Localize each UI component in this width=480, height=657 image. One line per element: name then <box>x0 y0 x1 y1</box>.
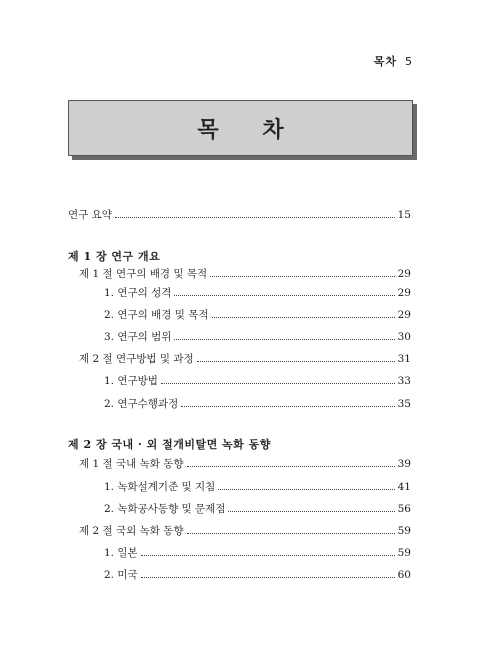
toc-entry-ch1-sec1-item1[interactable] <box>104 286 411 300</box>
chapter-1-heading[interactable]: 제 1 장 연구 개요 <box>68 250 161 263</box>
toc-leader-dots <box>212 317 395 318</box>
toc-entry-label: 제 1 절 연구의 배경 및 목적 <box>79 268 208 280</box>
toc-entry-page: 29 <box>397 309 411 321</box>
toc-entry-label: 2. 미국 <box>104 569 138 581</box>
toc-leader-dots <box>174 339 394 340</box>
toc-entry-label: 2. 연구의 배경 및 목적 <box>104 309 209 321</box>
toc-entry-label: 제 1 절 국내 녹화 동향 <box>79 458 184 470</box>
running-head <box>374 53 413 69</box>
toc-entry-page: 56 <box>397 503 411 515</box>
toc-entry-ch2-sec1-item2[interactable] <box>104 502 411 516</box>
toc-entry-label: 1. 녹화설계기준 및 지침 <box>104 481 216 493</box>
toc-entry-page: 59 <box>397 547 411 559</box>
toc-leader-dots <box>228 511 394 512</box>
toc-entry-label: 2. 연구수행과정 <box>104 398 179 410</box>
toc-entry-page: 59 <box>397 525 411 537</box>
running-head-label: 목차 <box>373 55 397 68</box>
running-head-page-number: 5 <box>405 55 413 68</box>
toc-entry-page: 29 <box>397 287 411 299</box>
toc-leader-dots <box>161 383 395 384</box>
toc-title: 목 차 <box>197 116 302 143</box>
toc-entry-ch1-sec2[interactable] <box>79 352 411 366</box>
toc-leader-dots <box>141 555 395 556</box>
toc-entry-summary[interactable] <box>68 208 411 222</box>
toc-entry-ch2-sec1[interactable] <box>79 457 411 471</box>
toc-leader-dots <box>197 361 395 362</box>
toc-entry-page: 41 <box>397 481 411 493</box>
toc-entry-page: 29 <box>397 268 411 280</box>
toc-entry-label: 제 2 절 국외 녹화 동향 <box>79 525 184 537</box>
toc-entry-label: 1. 연구의 성격 <box>104 287 172 299</box>
toc-leader-dots <box>210 276 394 277</box>
toc-entry-label: 2. 녹화공사동향 및 문제점 <box>104 503 226 515</box>
toc-leader-dots <box>187 533 395 534</box>
toc-entry-ch2-sec2[interactable] <box>79 524 411 538</box>
toc-entry-page: 35 <box>397 398 411 410</box>
chapter-2-heading[interactable]: 제 2 장 국내 · 외 절개비탈면 녹화 동향 <box>68 438 271 451</box>
toc-entry-page: 39 <box>397 458 411 470</box>
toc-entry-ch1-sec1-item2[interactable] <box>104 308 411 322</box>
toc-entry-label: 1. 연구방법 <box>104 375 158 387</box>
toc-entry-ch2-sec2-item2[interactable] <box>104 568 411 582</box>
toc-entry-page: 33 <box>397 375 411 387</box>
toc-leader-dots <box>115 217 395 218</box>
toc-entry-page: 60 <box>397 569 411 581</box>
toc-leader-dots <box>181 406 394 407</box>
toc-entry-page: 31 <box>397 353 411 365</box>
toc-title-box <box>68 100 413 156</box>
toc-entry-ch1-sec2-item1[interactable] <box>104 374 411 388</box>
toc-leader-dots <box>187 466 395 467</box>
toc-entry-page: 15 <box>397 209 411 221</box>
toc-entry-ch2-sec2-item1[interactable] <box>104 546 411 560</box>
toc-entry-ch1-sec1-item3[interactable] <box>104 330 411 344</box>
toc-entry-label: 연구 요약 <box>68 209 112 221</box>
toc-leader-dots <box>174 295 394 296</box>
toc-entry-label: 1. 일본 <box>104 547 138 559</box>
toc-leader-dots <box>141 577 395 578</box>
toc-entry-label: 3. 연구의 범위 <box>104 331 172 343</box>
toc-entry-ch1-sec2-item2[interactable] <box>104 397 411 411</box>
toc-entry-page: 30 <box>397 331 411 343</box>
toc-entry-ch1-sec1[interactable] <box>79 267 411 281</box>
toc-leader-dots <box>218 489 394 490</box>
toc-entry-label: 제 2 절 연구방법 및 과정 <box>79 353 194 365</box>
toc-entry-ch2-sec1-item1[interactable] <box>104 480 411 494</box>
